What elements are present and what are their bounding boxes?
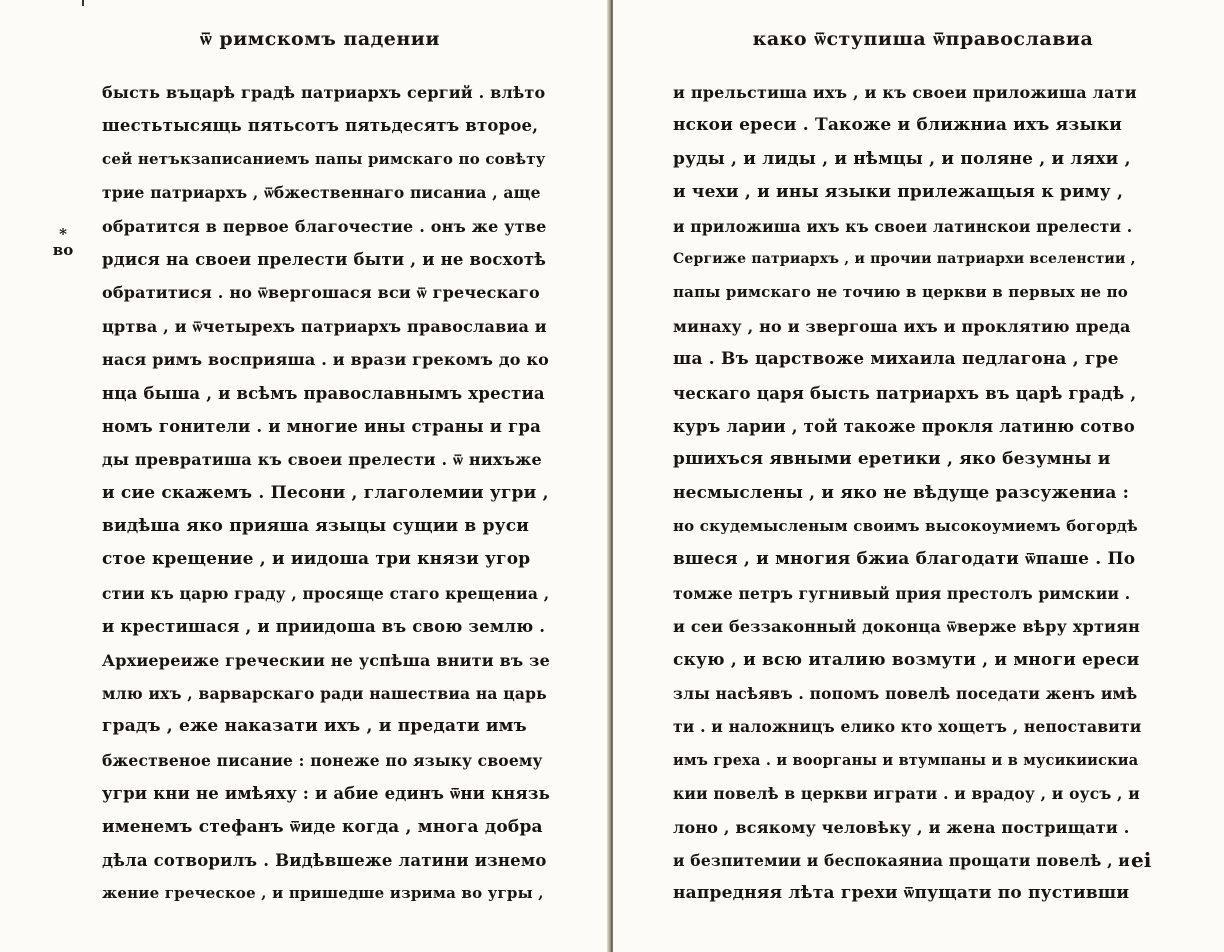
text-line: руды , и лиды , и нѣмцы , и поляне , и ляхи , xyxy=(673,148,1131,169)
text-line: вшеся , и многия бжиа благодати ѿпаше . По xyxy=(673,549,1136,570)
text-line: несмыслены , и яко не вѣдуще разсужениа : xyxy=(673,482,1130,503)
text-line: ршихъся явными еретики , яко безумны и xyxy=(673,449,1111,470)
left-text-block xyxy=(102,76,550,911)
text-line: градъ , еже наказати ихъ , и предати имъ xyxy=(102,716,527,737)
text-line: стии къ царю граду , просяще стаго крещениа , xyxy=(102,583,550,603)
text-line: млю ихъ , варварскаго ради нашествиа на царь xyxy=(102,684,547,704)
text-line: лоно , всякому человѣку , и жена пострищати . xyxy=(673,817,1130,837)
text-line: и чехи , и ины языки прилежащыя к риму , xyxy=(673,182,1124,203)
text-line: напредняя лѣта грехи ѿпущати по пустивши xyxy=(673,883,1130,904)
text-line: нскои ереси . Такоже и ближниа ихъ языки xyxy=(673,115,1123,136)
text-line: Сергиже патриархъ , и прочии патриархи вселенстии , xyxy=(673,250,1136,267)
text-line: нася римъ восприяша . и врази грекомъ до ко xyxy=(102,350,550,370)
text-line: видѣша яко прияша языцы сущии в руси xyxy=(102,516,530,537)
text-line: обратитися . но ѿвергошася вси ѿ греческаго xyxy=(102,283,540,303)
text-line: трие патриархъ , ѿбжественнаго писаниа , аще xyxy=(102,183,541,203)
page-edge-mark xyxy=(82,0,84,6)
margin-note xyxy=(52,226,74,258)
text-line: угри кни не имѣяху : и абие единъ ѿни князь xyxy=(102,784,550,804)
text-line: скую , и всю италию возмути , и многи ереси xyxy=(673,649,1140,670)
margin-note-star: * xyxy=(59,225,67,243)
text-line: злы насѣявъ . попомъ повелѣ поседати женъ имѣ xyxy=(673,684,1138,704)
text-line: имъ греха . и воорганы и втумпаны и в мусикиискиа xyxy=(673,751,1139,769)
margin-note-text: во xyxy=(52,241,74,259)
text-line: минаху , но и звергоша ихъ и проклятию преда xyxy=(673,316,1131,336)
text-line: стое крещение , и иидоша три князи угор xyxy=(102,549,531,570)
text-line: и прельстиша ихъ , и къ своеи приложиша лати xyxy=(673,83,1137,102)
text-line: но скудемысленым своимъ высокоумиемъ богордѣ xyxy=(673,517,1138,536)
right-running-head: како ѿступиша ѿправославиа xyxy=(752,28,1094,50)
text-line: и крестишася , и приидоша въ свою землю . xyxy=(102,617,546,637)
right-text-block xyxy=(673,76,1141,911)
text-line: именемъ стефанъ ѿиде когда , многа добра xyxy=(102,816,543,837)
text-line: бжественое писание : понеже по языку своему xyxy=(102,750,543,770)
text-line: и приложиша ихъ къ своеи латинскои прелести . xyxy=(673,216,1133,236)
text-line: шестьтысящь пятьсотъ пятьдесятъ второе, xyxy=(102,116,539,136)
text-line: жение греческое , и пришедше изрима во угры , xyxy=(102,884,544,903)
text-line: номъ гонители . и многие ины страны и гра xyxy=(102,416,542,436)
text-line: цртва , и ѿчетырехъ патриархъ православиа и xyxy=(102,316,547,336)
text-line: нца быша , и всѣмъ православнымъ хрестиа xyxy=(102,383,545,403)
text-line: обратится в первое благочестие . онъ же утве xyxy=(102,216,547,236)
left-running-head: ѿ римскомъ падении xyxy=(200,28,440,50)
text-line: и безпитемии и беспокаяниа прощати повелѣ , и xyxy=(673,850,1130,870)
text-line: ти . и наложницъ елико кто хощетъ , непоставити xyxy=(673,717,1141,737)
text-line: папы римскаго не точию в церкви в первых не по xyxy=(673,283,1129,302)
text-line: дѣла сотворилъ . Видѣвшеже латини изнемо xyxy=(102,850,547,870)
text-line: Архиереиже греческии не успѣша внити въ зе xyxy=(102,650,550,670)
text-line: томже петръ гугнивый прия престолъ римскии . xyxy=(673,583,1131,603)
text-line: куръ ларии , той такоже прокля латиню сотво xyxy=(673,416,1135,436)
text-line: кии повелѣ в церкви играти . и врадоу , и оусъ , и xyxy=(673,784,1140,804)
text-line: и сие скажемъ . Песони , глаголемии угри , xyxy=(102,482,549,503)
left-page xyxy=(0,0,609,952)
text-line: ша . Въ царствоже михаила педлагона , гре xyxy=(673,349,1119,370)
page-number: еі xyxy=(1131,848,1152,872)
text-line: ды превратиша къ своеи прелести . ѿ нихъже xyxy=(102,450,542,470)
text-line: ческаго царя бысть патриархъ въ царѣ градѣ , xyxy=(673,383,1137,403)
text-line: рдися на своеи прелести быти , и не восхотѣ xyxy=(102,249,547,269)
text-line: бысть въцарѣ градѣ патриархъ сергий . влѣто xyxy=(102,83,546,102)
text-line: и сеи беззаконный доконца ѿверже вѣру хртиян xyxy=(673,617,1141,637)
right-page xyxy=(613,0,1224,952)
text-line: сей нетъкзаписаниемъ папы римскаго по совѣту xyxy=(102,149,546,168)
